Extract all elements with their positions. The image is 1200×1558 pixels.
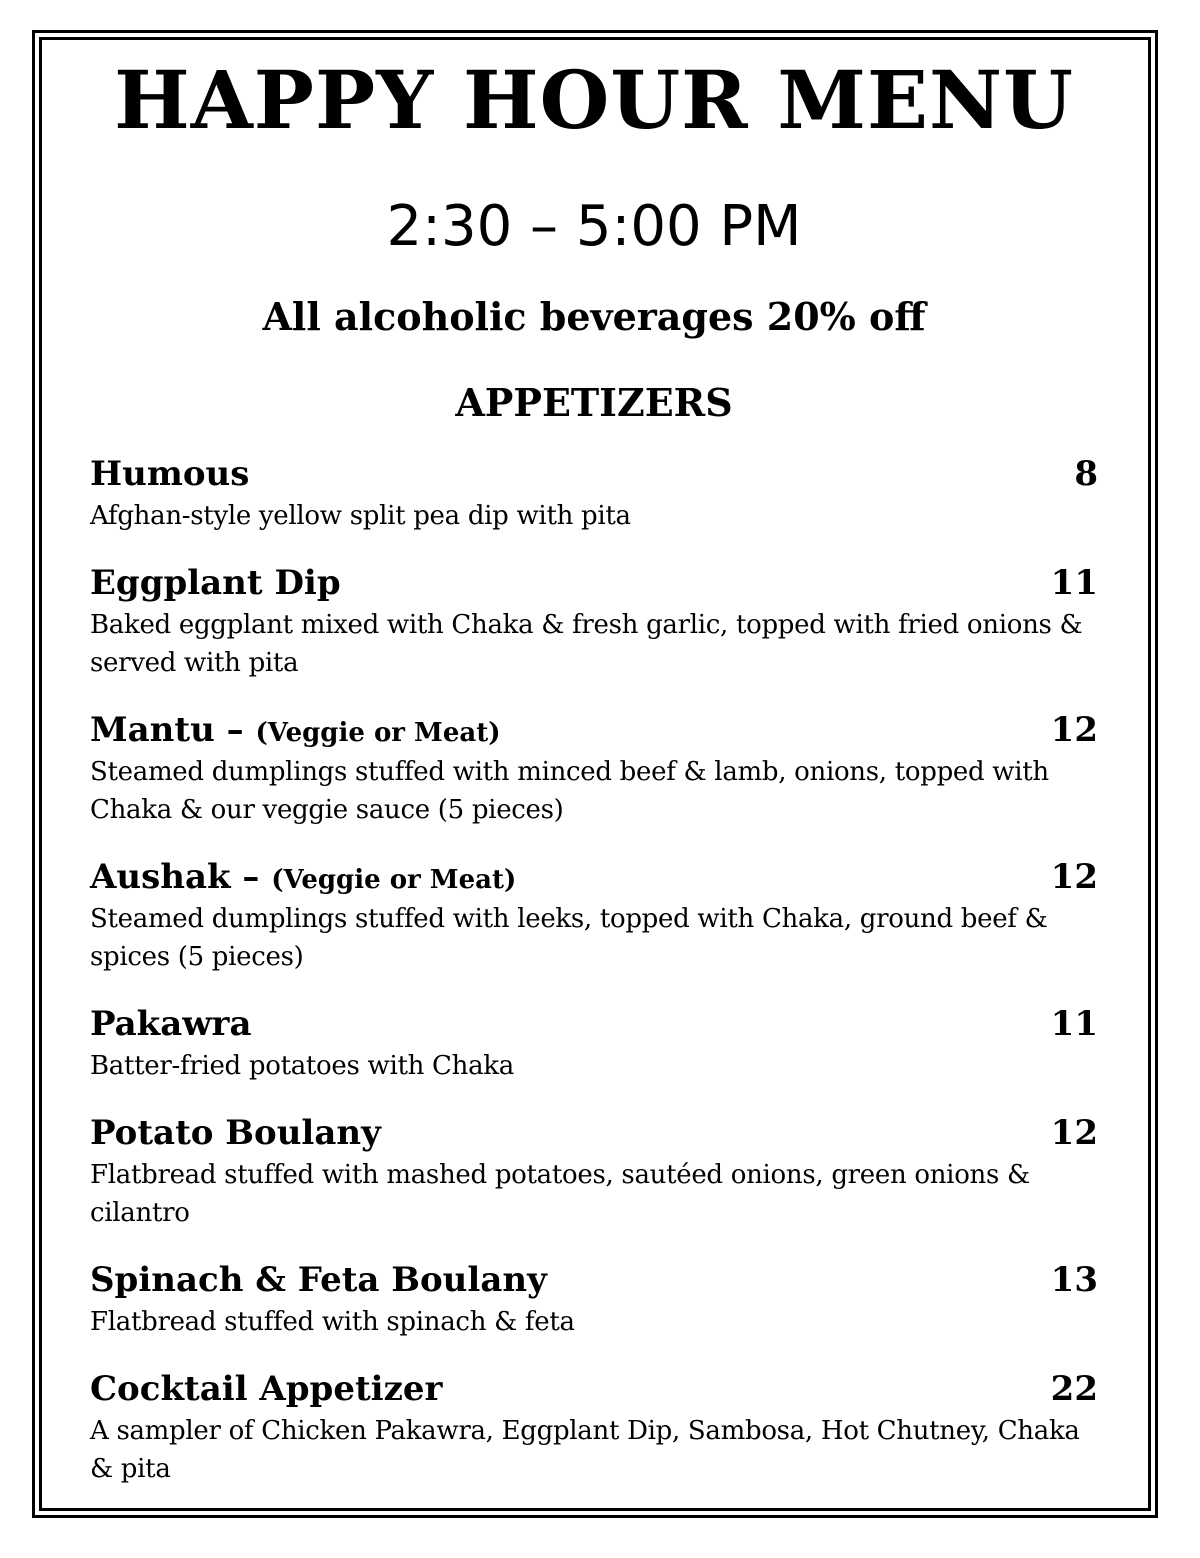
- menu-item-note: (Veggie or Meat): [255, 718, 501, 748]
- menu-title: HAPPY HOUR MENU: [114, 53, 1074, 147]
- menu-item-description: Flatbread stuffed with spinach & feta: [90, 1307, 575, 1337]
- menu-item-name-wrap: [90, 1369, 442, 1412]
- menu-item-description: Baked eggplant mixed with Chaka & fresh garlic, topped with fried onions & served with pita: [90, 610, 1083, 678]
- menu-item-description: Afghan-style yellow split pea dip with pita: [90, 501, 631, 531]
- menu-item: [90, 1004, 1098, 1085]
- menu-item-price: 12: [1050, 1113, 1098, 1153]
- menu-item-price: 12: [1050, 857, 1098, 897]
- menu-item-price: 12: [1050, 710, 1098, 750]
- menu-item-header: [90, 710, 1098, 753]
- menu-item-name: Cocktail Appetizer: [90, 1369, 443, 1409]
- menu-item-price: 11: [1050, 1004, 1098, 1044]
- menu-item-header: [90, 1369, 1098, 1412]
- menu-item-description: Steamed dumplings stuffed with leeks, topped with Chaka, ground beef & spices (5 pieces): [90, 904, 1048, 972]
- menu-item-name-wrap: [90, 563, 341, 606]
- section-title-appetizers: APPETIZERS: [455, 380, 733, 425]
- menu-item-header: [90, 1113, 1098, 1156]
- menu-item-name-wrap: [90, 454, 249, 497]
- menu-item-name: Potato Boulany: [90, 1113, 381, 1153]
- menu-item-name: Pakawra: [90, 1004, 252, 1044]
- menu-item-name: Aushak –: [90, 857, 272, 897]
- menu-item: [90, 454, 1098, 535]
- menu-item-name-wrap: [90, 1113, 381, 1156]
- menu-item-name-wrap: [90, 1004, 251, 1047]
- menu-item: [90, 1260, 1098, 1341]
- menu-item-name-wrap: [90, 1260, 547, 1303]
- menu-item-header: [90, 1260, 1098, 1303]
- menu-item-name-wrap: [90, 710, 501, 753]
- menu-item-description: A sampler of Chicken Pakawra, Eggplant Dip, Sambosa, Hot Chutney, Chaka & pita: [90, 1416, 1080, 1484]
- menu-item-price: 22: [1050, 1369, 1098, 1409]
- menu-item-price: 11: [1050, 563, 1098, 603]
- menu-item-price: 13: [1050, 1260, 1098, 1300]
- menu-item-description: Steamed dumplings stuffed with minced beef & lamb, onions, topped with Chaka & our veggie sauce (5 pieces): [90, 757, 1049, 825]
- happy-hour-times: 2:30 – 5:00 PM: [386, 194, 802, 259]
- menu-item: [90, 563, 1098, 682]
- menu-item-name: Spinach & Feta Boulany: [90, 1260, 547, 1300]
- menu-item-name: Mantu –: [90, 710, 256, 750]
- menu-item-price: 8: [1074, 454, 1098, 494]
- menu-item: [90, 1369, 1098, 1488]
- menu-item: [90, 1113, 1098, 1232]
- menu-item: [90, 857, 1098, 976]
- menu-content: [90, 52, 1098, 1516]
- menu-item-note: (Veggie or Meat): [271, 865, 517, 895]
- menu-item-header: [90, 1004, 1098, 1047]
- menu-item: [90, 710, 1098, 829]
- menu-item-name-wrap: [90, 857, 516, 900]
- menu-item-header: [90, 857, 1098, 900]
- drink-promo: All alcoholic beverages 20% off: [262, 294, 926, 339]
- appetizer-list: [90, 454, 1098, 1488]
- menu-item-name: Humous: [90, 454, 250, 494]
- menu-item-header: [90, 563, 1098, 606]
- menu-item-description: Flatbread stuffed with mashed potatoes, sautéed onions, green onions & cilantro: [90, 1160, 1030, 1228]
- menu-item-header: [90, 454, 1098, 497]
- menu-item-name: Eggplant Dip: [90, 563, 341, 603]
- menu-item-description: Batter-fried potatoes with Chaka: [90, 1051, 514, 1081]
